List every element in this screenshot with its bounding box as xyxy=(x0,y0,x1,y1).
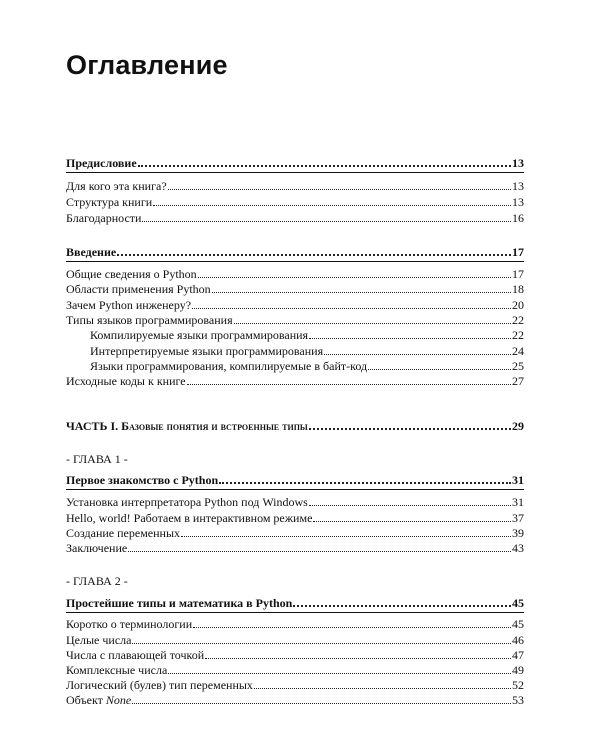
leader-dots xyxy=(193,627,511,628)
toc-entry-preface[interactable] xyxy=(66,155,524,171)
page-title: Оглавление xyxy=(66,50,228,80)
toc-entry-page: 18 xyxy=(512,282,524,296)
toc-entry-text: Интерпретируемые языки программирования xyxy=(90,344,324,358)
toc-entry-text: Простейшие типы и математика в Python xyxy=(66,596,293,610)
leader-dots xyxy=(128,551,511,552)
toc-entry-page: 31 xyxy=(512,495,524,509)
toc-entry[interactable] xyxy=(66,297,524,313)
toc-entry[interactable] xyxy=(66,647,524,663)
toc-entry-intro[interactable] xyxy=(66,244,524,260)
toc-entry-page: 47 xyxy=(512,648,524,662)
toc-entry-page: 13 xyxy=(512,179,524,193)
part-prefix: ЧАСТЬ I. xyxy=(66,419,119,433)
toc-entry[interactable] xyxy=(66,525,524,541)
section-rule xyxy=(66,489,524,490)
toc-entry[interactable] xyxy=(66,373,524,389)
toc-entry-text xyxy=(66,692,132,708)
toc-entry-text: Структура книги xyxy=(66,195,153,209)
toc-entry[interactable] xyxy=(66,178,524,194)
leader-dots xyxy=(219,482,511,484)
leader-dots xyxy=(132,703,511,704)
toc-entry-page: 24 xyxy=(512,344,524,358)
toc-entry-page: 13 xyxy=(512,156,524,170)
toc-entry-text: Благодарности xyxy=(66,211,142,225)
leader-dots xyxy=(368,369,511,370)
toc-entry-text: Числа с плавающей точкой xyxy=(66,648,205,662)
leader-dots xyxy=(187,384,511,385)
chapter-label: - ГЛАВА 2 - xyxy=(66,574,128,588)
toc-entry-text: Заключение xyxy=(66,541,128,555)
toc-entry-text: Логический (булев) тип переменных xyxy=(66,678,253,692)
toc-entry-text: Целые числа xyxy=(66,633,132,647)
toc-entry[interactable] xyxy=(66,616,524,632)
toc-entry-part-1[interactable] xyxy=(66,418,524,434)
leader-dots xyxy=(181,536,511,537)
toc-entry-page: 22 xyxy=(512,313,524,327)
leader-dots xyxy=(153,205,511,206)
leader-dots xyxy=(117,254,511,256)
toc-entry-text: Введение xyxy=(66,245,117,259)
toc-entry-text: Исходные коды к книге xyxy=(66,374,186,388)
leader-dots xyxy=(234,323,511,324)
toc-entry[interactable] xyxy=(66,662,524,678)
leader-dots xyxy=(212,292,511,293)
toc-entry[interactable] xyxy=(66,632,524,648)
leader-dots xyxy=(324,354,511,355)
toc-entry-text: Установка интерпретатора Python под Windows xyxy=(66,495,308,509)
toc-entry-text: Общие сведения о Python xyxy=(66,267,197,281)
toc-entry-text-prefix: Объект xyxy=(66,693,106,707)
toc-entry-text: Языки программирования, компилируемые в байт-код xyxy=(90,359,368,373)
section-rule xyxy=(66,172,524,173)
leader-dots xyxy=(168,673,511,674)
leader-dots xyxy=(198,277,511,278)
toc-entry-text: Создание переменных xyxy=(66,526,181,540)
toc-entry-text: Коротко о терминологии xyxy=(66,617,193,631)
leader-dots xyxy=(309,338,511,339)
toc-entry-text xyxy=(66,418,309,434)
toc-entry[interactable] xyxy=(66,281,524,297)
toc-entry-page: 17 xyxy=(512,245,524,259)
toc-entry-page: 17 xyxy=(512,267,524,281)
toc-entry-page: 25 xyxy=(512,359,524,373)
toc-subentry[interactable] xyxy=(90,358,524,374)
toc-entry-page: 37 xyxy=(512,511,524,525)
toc-subentry[interactable] xyxy=(90,343,524,359)
toc-entry-page: 13 xyxy=(512,195,524,209)
toc-entry[interactable] xyxy=(66,266,524,282)
toc-entry[interactable] xyxy=(66,540,524,556)
leader-dots xyxy=(313,521,511,522)
leader-dots xyxy=(192,308,511,309)
section-rule xyxy=(66,261,524,262)
toc-entry-page: 29 xyxy=(512,419,524,433)
leader-dots xyxy=(309,505,511,506)
toc-entry-page: 22 xyxy=(512,328,524,342)
toc-entry-page: 31 xyxy=(512,473,524,487)
toc-entry-text: Для кого эта книга? xyxy=(66,179,167,193)
toc-entry-text: Комплексные числа xyxy=(66,663,168,677)
leader-dots xyxy=(142,221,511,222)
leader-dots xyxy=(205,658,511,659)
toc-entry[interactable] xyxy=(66,312,524,328)
toc-entry-text: Первое знакомство с Python xyxy=(66,473,219,487)
toc-entry-text-italic: None xyxy=(105,693,132,707)
toc-entry-chapter-1[interactable] xyxy=(66,472,524,488)
toc-entry-chapter-2[interactable] xyxy=(66,595,524,611)
leader-dots xyxy=(254,688,511,689)
leader-dots xyxy=(138,165,511,167)
leader-dots xyxy=(293,605,511,607)
leader-dots xyxy=(132,643,511,644)
toc-entry[interactable] xyxy=(66,692,524,708)
toc-entry[interactable] xyxy=(66,194,524,210)
toc-entry-page: 49 xyxy=(512,663,524,677)
toc-entry[interactable] xyxy=(66,210,524,226)
toc-entry-page: 27 xyxy=(512,374,524,388)
toc-entry-text: Области применения Python xyxy=(66,282,211,296)
toc-entry-text: Предисловие xyxy=(66,156,137,170)
part-title: Базовые понятия и встроенные типы xyxy=(121,419,308,433)
toc-entry-page: 52 xyxy=(512,678,524,692)
section-rule xyxy=(66,612,524,613)
toc-subentry[interactable] xyxy=(90,327,524,343)
toc-entry-text: Типы языков программирования xyxy=(66,313,233,327)
leader-dots xyxy=(168,189,511,190)
chapter-label: - ГЛАВА 1 - xyxy=(66,452,128,466)
toc-entry-text: Компилируемые языки программирования xyxy=(90,328,309,342)
toc-entry-page: 43 xyxy=(512,541,524,555)
leader-dots xyxy=(309,428,511,430)
toc-entry-page: 46 xyxy=(512,633,524,647)
toc-entry-text: Зачем Python инженеру? xyxy=(66,298,192,312)
toc-entry-page: 16 xyxy=(512,211,524,225)
toc-entry[interactable] xyxy=(66,510,524,526)
toc-entry[interactable] xyxy=(66,494,524,510)
toc-entry-page: 45 xyxy=(512,617,524,631)
toc-entry-page: 39 xyxy=(512,526,524,540)
toc-entry-page: 45 xyxy=(512,596,524,610)
toc-entry-text: Hello, world! Работаем в интерактивном режиме xyxy=(66,511,313,525)
toc-entry-page: 20 xyxy=(512,298,524,312)
toc-entry-page: 53 xyxy=(512,693,524,707)
toc-entry[interactable] xyxy=(66,677,524,693)
